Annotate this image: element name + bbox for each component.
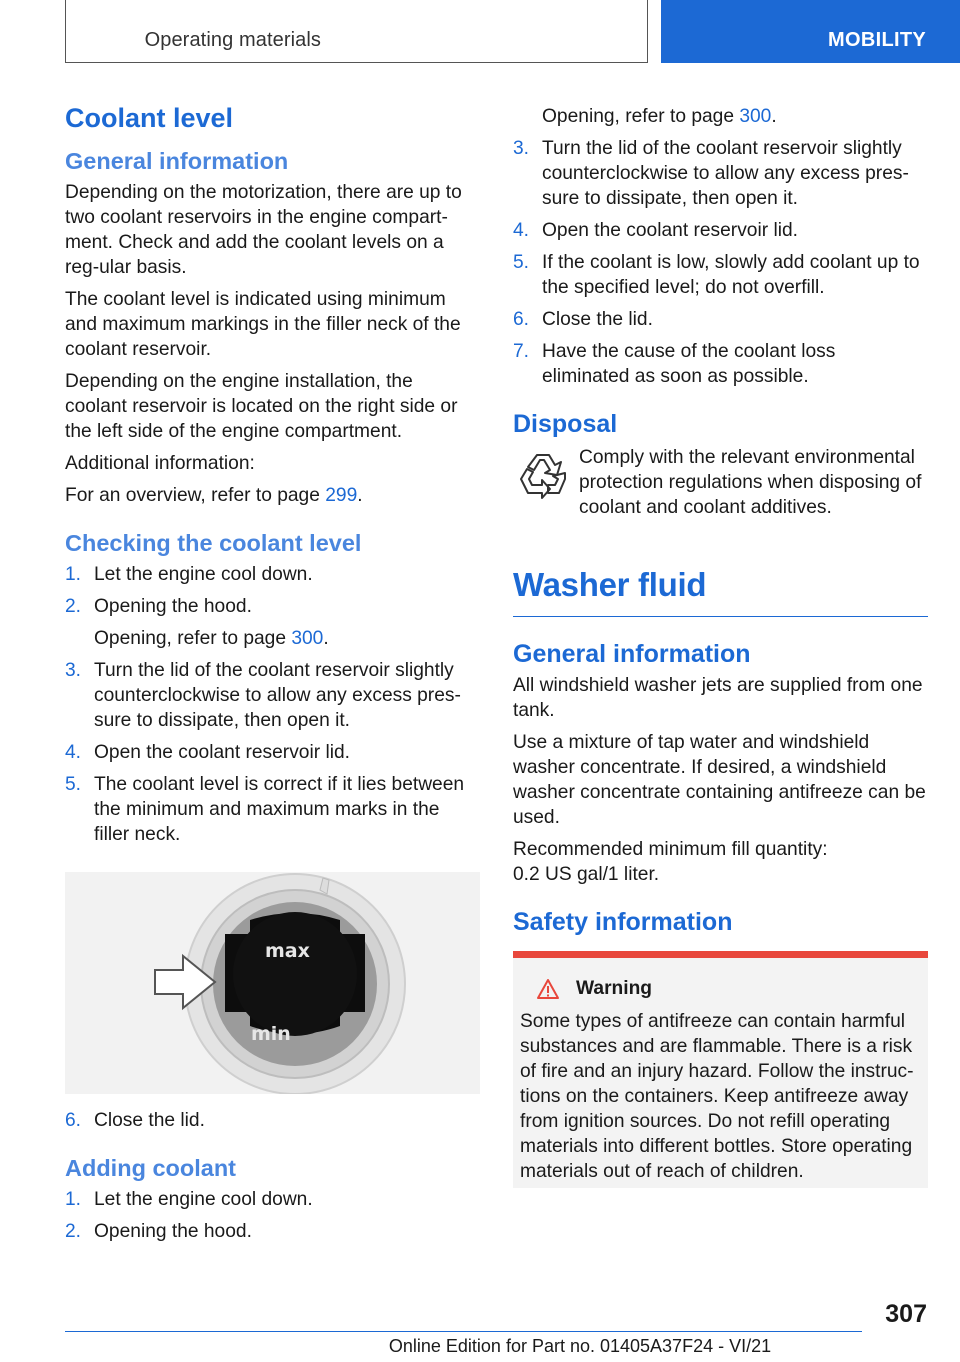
step-number: 2. [65, 596, 82, 617]
list-item [65, 772, 478, 847]
safety-information-heading: Safety information [513, 908, 733, 936]
fill-label: Recommended minimum fill quantity: [513, 839, 828, 860]
step-text: Close the lid. [94, 1110, 205, 1131]
checking-step-6 [65, 1108, 478, 1133]
chapter-tab[interactable]: MOBILITY [661, 0, 960, 63]
checking-steps-list-cont [65, 658, 478, 847]
adding-steps-list [65, 1187, 478, 1244]
list-item [65, 1187, 478, 1212]
step-text: Let the engine cool down. [94, 564, 313, 585]
step-number: 1. [65, 564, 82, 585]
list-item [65, 740, 478, 765]
edition-note: Online Edition for Part no. 01405A37F24 - VI/21 [388, 1336, 772, 1356]
page-link-299[interactable]: 299 [325, 485, 358, 506]
paragraph: Depending on the motorization, there are up to two coolant reservoirs in the engine compart‐ment. Check and add the coolant levels on a reg‐ular basis. [65, 182, 462, 278]
step-number: 5. [513, 252, 530, 273]
list-item [65, 562, 478, 587]
warning-triangle-icon [536, 978, 560, 1000]
warning-header [520, 976, 920, 1001]
fill-quantity [513, 837, 928, 887]
overview-reference: For an overview, refer to page 299. [65, 485, 363, 506]
list-item [65, 658, 478, 733]
step-number: 3. [65, 660, 82, 681]
step-number: 1. [65, 1189, 82, 1210]
left-column [65, 100, 478, 1251]
general-information-heading: General information [65, 148, 289, 174]
checking-coolant-heading: Checking the coolant level [65, 530, 362, 556]
list-item [513, 218, 928, 243]
right-column [513, 104, 928, 1188]
paragraph: The coolant level is indicated using minimum and maximum markings in the filler neck of the coolant reservoir. [65, 289, 461, 360]
step-number: 6. [513, 309, 530, 330]
overview-text: For an overview, refer to page [65, 485, 326, 506]
step-text: Have the cause of the coolant loss eliminated as soon as possible. [542, 341, 836, 387]
min-mark: min [251, 1023, 291, 1045]
list-item [65, 1108, 478, 1133]
step-text: Turn the lid of the coolant reservoir slightly counterclockwise to allow any excess pres‐sure to dissipate, then open it. [94, 660, 461, 731]
washer-general-heading: General information [513, 640, 751, 668]
step-number: 6. [65, 1110, 82, 1131]
step-text: Turn the lid of the coolant reservoir slightly counterclockwise to allow any excess pres‐sure to dissipate, then open it. [542, 138, 909, 209]
disposal-note [513, 445, 928, 520]
step-number: 5. [65, 774, 82, 795]
paragraph: Use a mixture of tap water and windshield washer concentrate. If desired, a windshield washer concentrate containing antifreeze can be used. [513, 732, 926, 828]
recycling-icon [515, 449, 571, 501]
list-item [513, 307, 928, 332]
list-item [513, 339, 928, 389]
step-text: The coolant level is correct if it lies between the minimum and maximum marks in the filler neck. [94, 774, 465, 845]
disposal-heading: Disposal [513, 410, 618, 438]
step-text: Opening the hood. [94, 1221, 252, 1242]
step-text: Close the lid. [542, 309, 653, 330]
step-number: 4. [513, 220, 530, 241]
hood-reference-cont: Opening, refer to page 300. [542, 106, 777, 127]
step-text: Open the coolant reservoir lid. [94, 742, 350, 763]
paragraph: Additional information: [65, 453, 255, 474]
step-text: Opening the hood. [94, 596, 252, 617]
paragraph: Depending on the engine installation, the coolant reservoir is located on the right side or the left side of the engine compartment. [65, 371, 458, 442]
step-number: 4. [65, 742, 82, 763]
hood-reference: Opening, refer to page 300. [94, 628, 329, 649]
hood-ref-text: Opening, refer to page [542, 106, 740, 127]
step-number: 3. [513, 138, 530, 159]
step-text: Let the engine cool down. [94, 1189, 313, 1210]
adding-steps-list-cont [513, 136, 928, 389]
coolant-level-title: Coolant level [65, 103, 234, 133]
page-number: 307 [885, 1300, 927, 1328]
coolant-filler-neck-figure [65, 872, 480, 1094]
hood-ref-text: Opening, refer to page [94, 628, 292, 649]
checking-steps-list [65, 562, 478, 619]
header-tab-left [65, 0, 648, 63]
list-item [65, 594, 478, 619]
page-link-300[interactable]: 300 [739, 106, 772, 127]
step-number: 7. [513, 341, 530, 362]
list-item [65, 1219, 478, 1244]
page-link-300[interactable]: 300 [291, 628, 324, 649]
footer-divider [65, 1331, 862, 1332]
adding-coolant-heading: Adding coolant [65, 1155, 237, 1181]
step-text: If the coolant is low, slowly add coolant up to the specified level; do not overfill. [542, 252, 920, 298]
disposal-text: Comply with the relevant environmental protection regulations when disposing of coolant and coolant additives. [579, 447, 922, 518]
warning-title: Warning [576, 978, 653, 999]
warning-text: Some types of antifreeze can contain harmful substances and are flammable. There is a risk of fire and an injury hazard. Follow the instruc‐tions on the containers. Keep antifreeze away from ignition sources. Do not refill operating materials into different bottles. Store operating materials out of reach of children. [520, 1011, 914, 1182]
step-number: 2. [65, 1221, 82, 1242]
warning-box [513, 951, 928, 1188]
filler-neck-illustration [65, 872, 480, 1094]
step-text: Open the coolant reservoir lid. [542, 220, 798, 241]
washer-fluid-title: Washer fluid [513, 564, 928, 617]
section-label: Operating materials [144, 29, 321, 51]
list-item [513, 136, 928, 211]
fill-value: 0.2 US gal/1 liter. [513, 864, 660, 885]
max-mark: max [265, 940, 310, 962]
list-item [513, 250, 928, 300]
paragraph: All windshield washer jets are supplied from one tank. [513, 675, 923, 721]
